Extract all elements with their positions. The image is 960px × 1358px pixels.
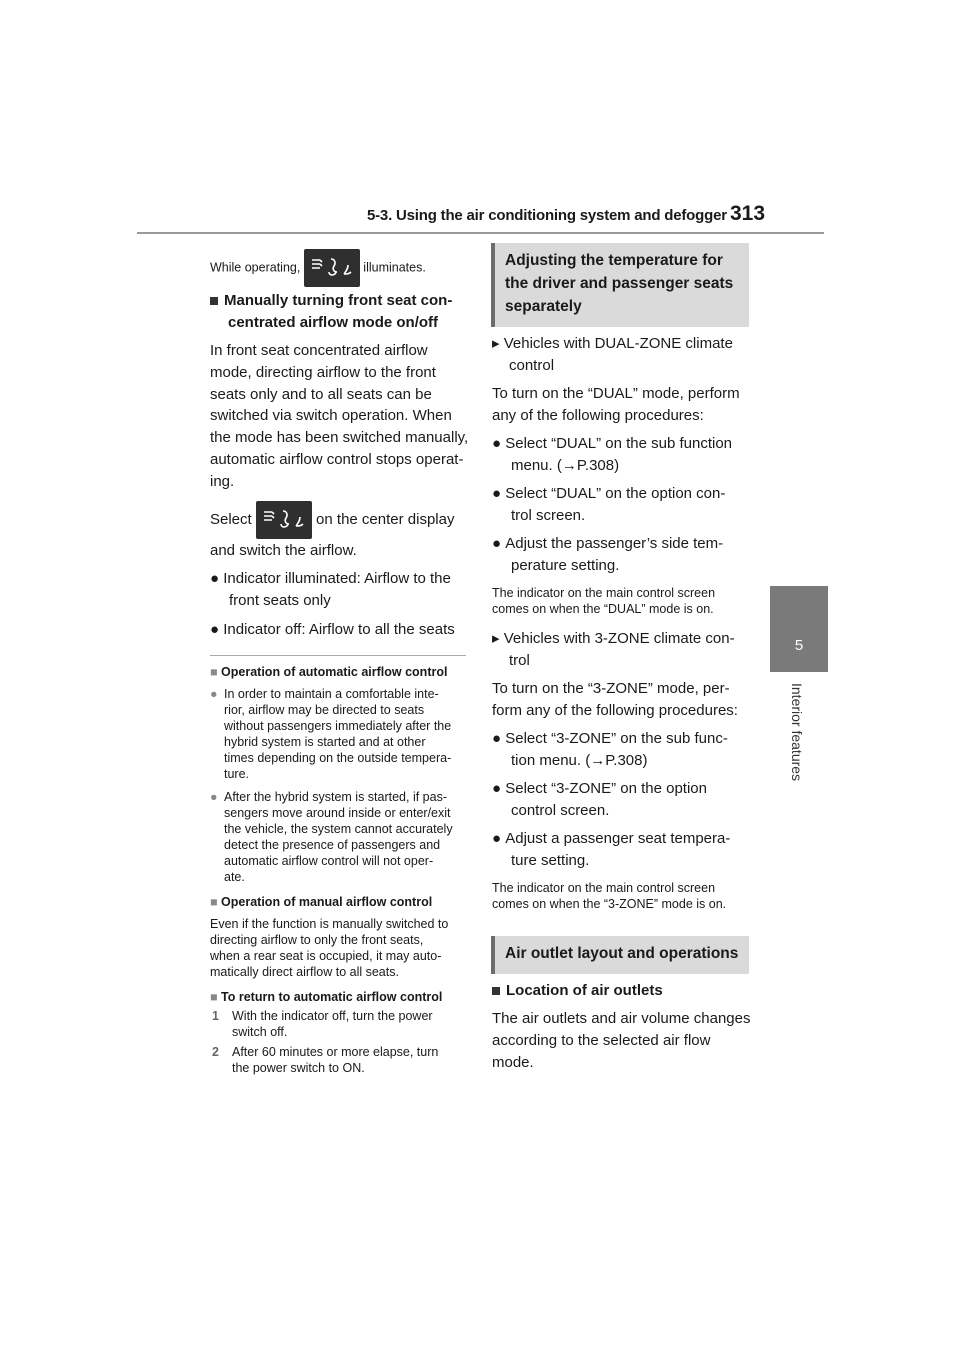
tri-note: The indicator on the main control screen comes on when the “3-ZONE” mode is on. — [492, 881, 727, 911]
dual-intro: To turn on the “DUAL” mode, perform any of the following procedures: — [492, 385, 740, 424]
tri-bullet-3: ● Adjust a passenger seat tempera- ture setting. — [492, 830, 731, 869]
location-heading: Location of air outlets — [492, 980, 663, 1002]
bullet-dot-icon: ● — [492, 730, 506, 747]
while-operating-text: While operating, — [210, 260, 301, 275]
chapter-tab: 5 — [770, 586, 828, 672]
dual-note: The indicator on the main control screen comes on when the “DUAL” mode is on. — [492, 586, 716, 616]
bullet-dot-icon: ● — [210, 621, 224, 638]
step-2: 2 After 60 minutes or more elapse, turn the power switch to ON. — [212, 1045, 439, 1075]
tri-intro: To turn on the “3-ZONE” mode, per- form any of the following procedures: — [492, 680, 738, 719]
square-bullet-icon — [210, 297, 218, 305]
note1-item1: ● In order to maintain a comfortable inte- rior, airflow may be directed to seats without passengers immediately after the hybrid system is started and at other times depending on the outside tempera- ture. — [210, 687, 452, 781]
front-seat-airflow-icon — [304, 249, 360, 287]
triangle-marker-icon: ▸ — [492, 630, 504, 647]
bullet-dot-icon: ● — [492, 485, 506, 502]
dual-vehicle-note: ▸ Vehicles with DUAL-ZONE climate control — [492, 335, 733, 374]
select-line-2: and switch the airflow. — [210, 542, 357, 559]
dual-bullet-3: ● Adjust the passenger’s side tem- perature setting. — [492, 535, 724, 574]
bullet-dot-icon: ● — [210, 570, 224, 587]
section-title: 5-3. Using the air conditioning system and defogger — [367, 207, 727, 224]
bullet-indicator-on: ● Indicator illuminated: Airflow to the front seats only — [210, 570, 451, 609]
step-1: 1 With the indicator off, turn the power switch off. — [212, 1009, 433, 1039]
while-operating-text-2: illuminates. — [363, 260, 426, 275]
tri-vehicle-note: ▸ Vehicles with 3-ZONE climate con- trol — [492, 630, 735, 669]
circle-bullet-icon: ● — [210, 687, 218, 701]
note3-heading: ■ To return to automatic airflow control — [210, 990, 443, 1004]
circle-bullet-icon: ● — [210, 790, 218, 804]
tri-bullet-2: ● Select “3-ZONE” on the option control screen. — [492, 780, 707, 819]
heading-adjust-temperature: Adjusting the temperature for the driver and passenger seats separately — [491, 243, 749, 327]
heading-air-outlet: Air outlet layout and operations — [491, 936, 749, 974]
bullet-dot-icon: ● — [492, 535, 506, 552]
location-text: The air outlets and air volume changes according to the selected air flow mode. — [492, 1010, 751, 1071]
note2-text: Even if the function is manually switched to directing airflow to only the front seats, when a rear seat is occupied, it may auto- matically direct airflow to all seats. — [210, 917, 449, 979]
square-bullet-icon — [492, 987, 500, 995]
note2-heading: ■ Operation of manual airflow control — [210, 895, 433, 909]
tri-bullet-1: ● Select “3-ZONE” on the sub func- tion menu. (→P.308) — [492, 730, 728, 769]
bullet-dot-icon: ● — [492, 435, 506, 452]
square-bullet-icon: ■ — [210, 895, 218, 909]
manual-paragraph: In front seat concentrated airflow mode, directing airflow to the front seats only and to all seats can be switched via switch operation. When the mode has been switched manually, automatic airflow control stops operat- ing. — [210, 342, 469, 490]
note1-item2: ● After the hybrid system is started, if pas- sengers move around inside or enter/exit the vehicle, the system cannot accurately detect the presence of passengers and automatic airflow control will not oper- ate. — [210, 790, 453, 884]
dual-bullet-1: ● Select “DUAL” on the sub function menu. (→P.308) — [492, 435, 733, 474]
square-bullet-icon: ■ — [210, 990, 218, 1004]
manual-heading: Manually turning front seat con- centrated airflow mode on/off — [210, 290, 452, 334]
note1-heading: ■ Operation of automatic airflow control — [210, 665, 448, 679]
header-divider — [137, 232, 824, 234]
chapter-tab-label: Interior features — [789, 683, 805, 782]
bullet-dot-icon: ● — [492, 780, 506, 797]
bullet-dot-icon: ● — [492, 830, 506, 847]
dual-bullet-2: ● Select “DUAL” on the option con- trol screen. — [492, 485, 726, 524]
while-operating-line — [210, 249, 426, 287]
select-line: Select on the center display — [210, 501, 454, 539]
bullet-indicator-off: ● Indicator off: Airflow to all the seats — [210, 621, 455, 638]
square-bullet-icon: ■ — [210, 665, 218, 679]
front-seat-airflow-icon — [256, 501, 312, 539]
triangle-marker-icon: ▸ — [492, 335, 504, 352]
notes-divider — [210, 655, 466, 656]
page-number: 313 — [730, 202, 766, 225]
